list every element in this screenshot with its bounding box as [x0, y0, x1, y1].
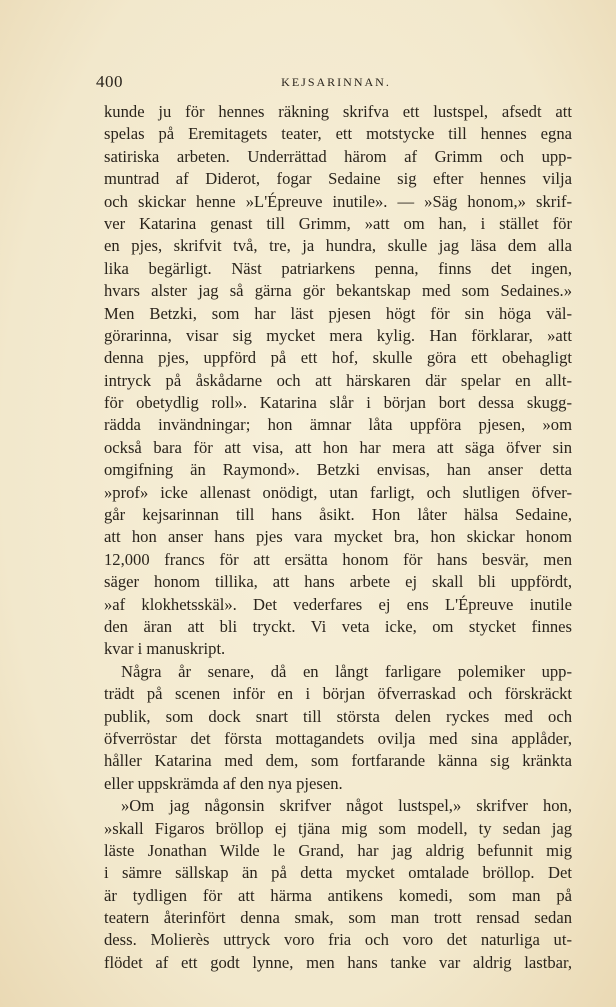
page-header — [96, 72, 576, 94]
text-line: en pjes, skrifvit två, tre, ja hundra, skulle jag läsa dem alla — [104, 236, 572, 256]
text-line: »Om jag någonsin skrifver något lustspel,» skrifver hon, — [121, 796, 572, 816]
text-line: 12,000 francs för att ersätta honom för hans besvär, men — [104, 549, 572, 569]
text-line: trädt på scenen inför en i början öfverraskad och förskräckt — [104, 684, 572, 704]
text-line: håller Katarina med dem, som fortfarande känna sig kränkta — [104, 751, 572, 771]
text-line: eller uppskrämda af den nya pjesen. — [104, 773, 343, 793]
text-line: öfverröstar det första mottagandets ovilja med sina applåder, — [104, 728, 572, 748]
text-line: görarinna, visar sig mycket mera kylig. Han förklarar, »att — [104, 325, 572, 345]
text-line: den äran att bli tryckt. Vi veta icke, om stycket finnes — [104, 616, 572, 636]
text-line: i sämre sällskap än på detta mycket omtalade bröllop. Det — [104, 863, 572, 883]
text-line: satiriska arbeten. Underrättad härom af Grimm och upp- — [104, 146, 572, 166]
text-line: också bara för att visa, att hon har mera att säga öfver sin — [104, 437, 572, 457]
text-line: intryck på åskådarne och att härskaren där spelar en allt- — [104, 370, 572, 390]
text-line: spelas på Eremitagets teater, ett motstycke till hennes egna — [104, 124, 572, 144]
text-line: denna pjes, uppförd på ett hof, skulle göra ett obehagligt — [104, 348, 572, 368]
text-line: publik, som dock snart till största delen ryckes med och — [104, 706, 572, 726]
text-line: och skickar henne »L'Épreuve inutile». — »Säg honom,» skrif- — [104, 191, 572, 211]
running-title: KEJSARINNAN. — [281, 75, 391, 89]
body-text — [104, 101, 572, 974]
text-line: omgifning än Raymond». Betzki envisas, han anser detta — [104, 460, 572, 480]
text-line: hvars alster jag så gärna gör bekantskap med som Sedaines.» — [104, 281, 572, 301]
text-line: »af klokhetsskäl». Det vederfares ej ens L'Épreuve inutile — [104, 594, 572, 614]
text-line: Några år senare, då en långt farligare polemiker upp- — [121, 661, 572, 681]
text-line: ver Katarina genast till Grimm, »att om han, i stället för — [104, 213, 572, 233]
text-line: säger honom tillika, att hans arbete ej skall bli uppfördt, — [104, 572, 572, 592]
text-line: rädda invändningar; hon ämnar låta uppföra pjesen, »om — [104, 415, 572, 435]
text-line: »prof» icke allenast onödigt, utan farligt, och slutligen öfver- — [104, 482, 572, 502]
text-line: för obetydlig roll». Katarina slår i början bort dessa skugg- — [104, 393, 572, 413]
page-number: 400 — [96, 72, 123, 91]
text-line: lika begärligt. Näst patriarkens penna, finns det ingen, — [104, 258, 572, 278]
text-line: teatern återinfört denna smak, som man trott rensad sedan — [104, 908, 572, 928]
text-line: läste Jonathan Wilde le Grand, har jag aldrig befunnit mig — [104, 840, 572, 860]
text-line: går kejsarinnan till hans åsikt. Hon låter hälsa Sedaine, — [104, 505, 572, 525]
text-line: muntrad af Diderot, fogar Sedaine sig efter hennes vilja — [104, 169, 572, 189]
text-line: flödet af ett godt lynne, men hans tanke var aldrig lastbar, — [104, 952, 572, 972]
text-line: kvar i manuskript. — [104, 639, 226, 659]
text-line: Men Betzki, som har läst pjesen högt för sin höga väl- — [104, 303, 572, 323]
text-line: är tydligen för att härma antikens komedi, som man på — [104, 885, 572, 905]
text-line: att hon anser hans pjes vara mycket bra, hon skickar honom — [104, 527, 572, 547]
text-line: dess. Molierès uttryck voro fria och voro det naturliga ut- — [104, 930, 572, 950]
text-line: kunde ju för hennes räkning skrifva ett lustspel, afsedt att — [104, 102, 572, 121]
text-line: »skall Figaros bröllop ej tjäna mig som modell, ty sedan jag — [104, 818, 572, 838]
